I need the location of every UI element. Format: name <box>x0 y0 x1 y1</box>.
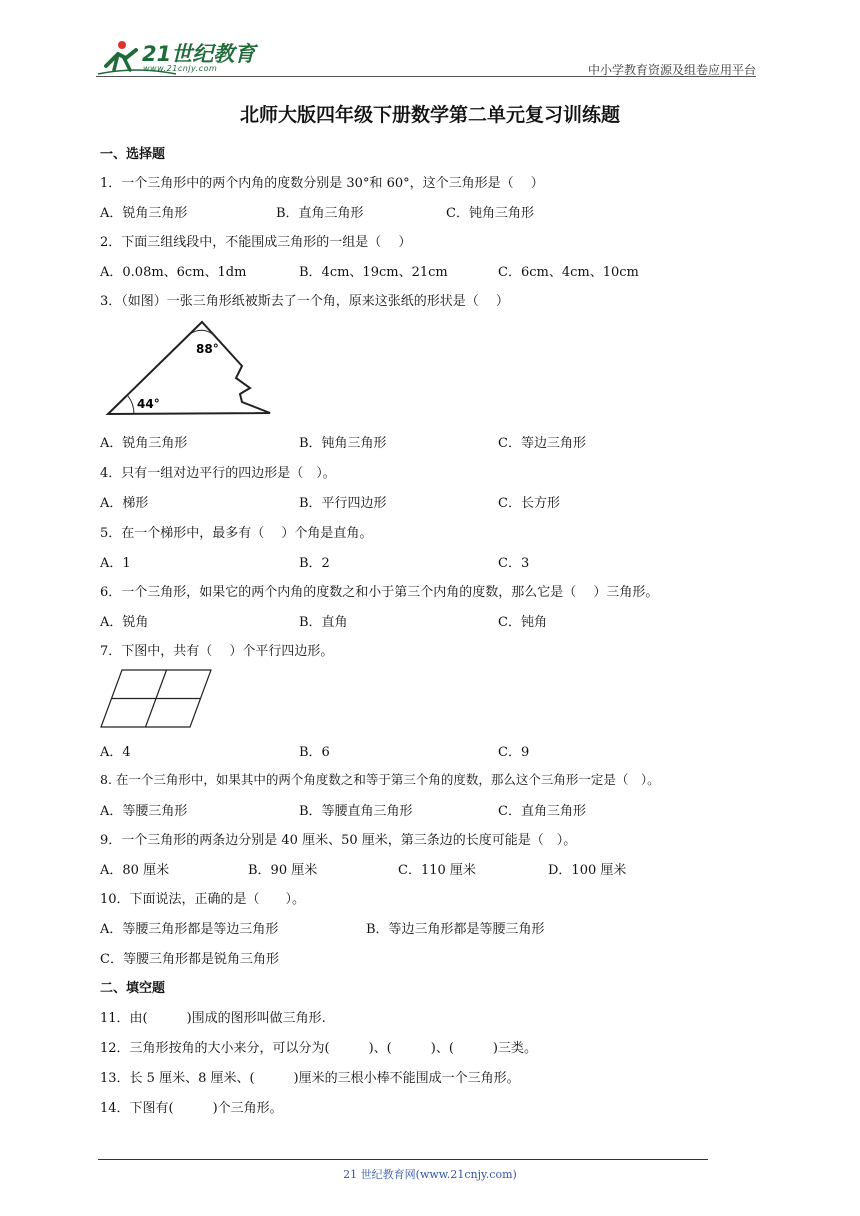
q2-option-a: A．0.08m、6cm、1dm <box>100 265 247 280</box>
q10-option-b: B．等边三角形都是等腰三角形 <box>366 922 545 937</box>
q4-option-c: C．长方形 <box>498 496 560 511</box>
logo-text: 21世纪教育 <box>142 42 256 66</box>
q4-option-b: B．平行四边形 <box>299 496 387 511</box>
q9-option-a: A．80 厘米 <box>100 863 170 878</box>
question-3: 3．（如图）一张三角形纸被斯去了一个角，原来这张纸的形状是（ ） <box>100 294 509 309</box>
q8-option-c: C．直角三角形 <box>498 804 586 819</box>
question-14: 14．下图有( )个三角形。 <box>100 1101 283 1116</box>
q10-option-a: A．等腰三角形都是等边三角形 <box>100 922 279 937</box>
question-1: 1．一个三角形中的两个内角的度数分别是 30°和 60°，这个三角形是（ ） <box>100 176 544 191</box>
section-heading-fill: 二、填空题 <box>100 981 166 996</box>
question-7: 7．下图中，共有（ ）个平行四边形。 <box>100 644 334 659</box>
footer-text: 21 世纪教育网(www.21cnjy.com) <box>343 1168 517 1181</box>
question-6: 6．一个三角形，如果它的两个内角的度数之和小于第三个内角的度数，那么它是（ ）三角形。 <box>100 585 659 600</box>
question-5: 5．在一个梯形中，最多有（ ）个角是直角。 <box>100 526 373 541</box>
question-10: 10．下面说法，正确的是（ ）。 <box>100 892 306 907</box>
q5-option-a: A．1 <box>100 556 131 571</box>
question-4: 4．只有一组对边平行的四边形是（ ）。 <box>100 466 336 481</box>
q3-option-a: A．锐角三角形 <box>100 436 188 451</box>
question-12: 12．三角形按角的大小来分，可以分为( )、( )、( )三类。 <box>100 1041 537 1056</box>
q9-option-b: B．90 厘米 <box>248 863 318 878</box>
page-title: 北师大版四年级下册数学第二单元复习训练题 <box>239 104 620 126</box>
question-11: 11．由( )围成的图形叫做三角形. <box>100 1011 326 1026</box>
q7-option-b: B．6 <box>299 745 330 760</box>
question-2: 2．下面三组线段中，不能围成三角形的一组是（ ） <box>100 235 412 250</box>
q5-option-b: B．2 <box>299 556 330 571</box>
footer-divider <box>98 1159 708 1160</box>
q1-option-b: B．直角三角形 <box>276 206 364 221</box>
header-divider <box>96 76 756 77</box>
q9-option-d: D．100 厘米 <box>548 863 627 878</box>
angle-88-label: 88° <box>196 342 219 356</box>
q2-option-c: C．6cm、4cm、10cm <box>498 265 639 280</box>
question-8: 8. 在一个三角形中，如果其中的两个角度数之和等于第三个角的度数，那么这个三角形一定是（ ）。 <box>100 772 660 787</box>
q8-option-a: A．等腰三角形 <box>100 804 188 819</box>
q3-option-c: C．等边三角形 <box>498 436 586 451</box>
q1-option-c: C．钝角三角形 <box>446 206 534 221</box>
q3-option-b: B．钝角三角形 <box>299 436 387 451</box>
q1-option-a: A．锐角三角形 <box>100 206 188 221</box>
q9-option-c: C．110 厘米 <box>398 863 476 878</box>
q7-option-c: C．9 <box>498 745 530 760</box>
q6-option-a: A．锐角 <box>100 615 149 630</box>
q8-option-b: B．等腰直角三角形 <box>299 804 413 819</box>
q6-option-c: C．钝角 <box>498 615 547 630</box>
angle-44-label: 44° <box>137 397 160 411</box>
q6-option-b: B．直角 <box>299 615 348 630</box>
section-heading-choice: 一、选择题 <box>100 147 166 162</box>
question-13: 13．长 5 厘米、8 厘米、( )厘米的三根小棒不能围成一个三角形。 <box>100 1071 520 1086</box>
q7-option-a: A．4 <box>100 745 131 760</box>
parallelogram-grid-figure <box>100 668 214 730</box>
q4-option-a: A．梯形 <box>100 496 149 511</box>
torn-triangle-figure <box>104 318 276 418</box>
platform-label: 中小学教育资源及组卷应用平台 <box>587 63 756 77</box>
q10-option-c: C．等腰三角形都是锐角三角形 <box>100 952 279 967</box>
q2-option-b: B．4cm、19cm、21cm <box>299 265 448 280</box>
question-9: 9．一个三角形的两条边分别是 40 厘米、50 厘米，第三条边的长度可能是（ ）。 <box>100 833 577 848</box>
logo-url: www.21cnjy.com <box>143 64 218 73</box>
q5-option-c: C．3 <box>498 556 530 571</box>
